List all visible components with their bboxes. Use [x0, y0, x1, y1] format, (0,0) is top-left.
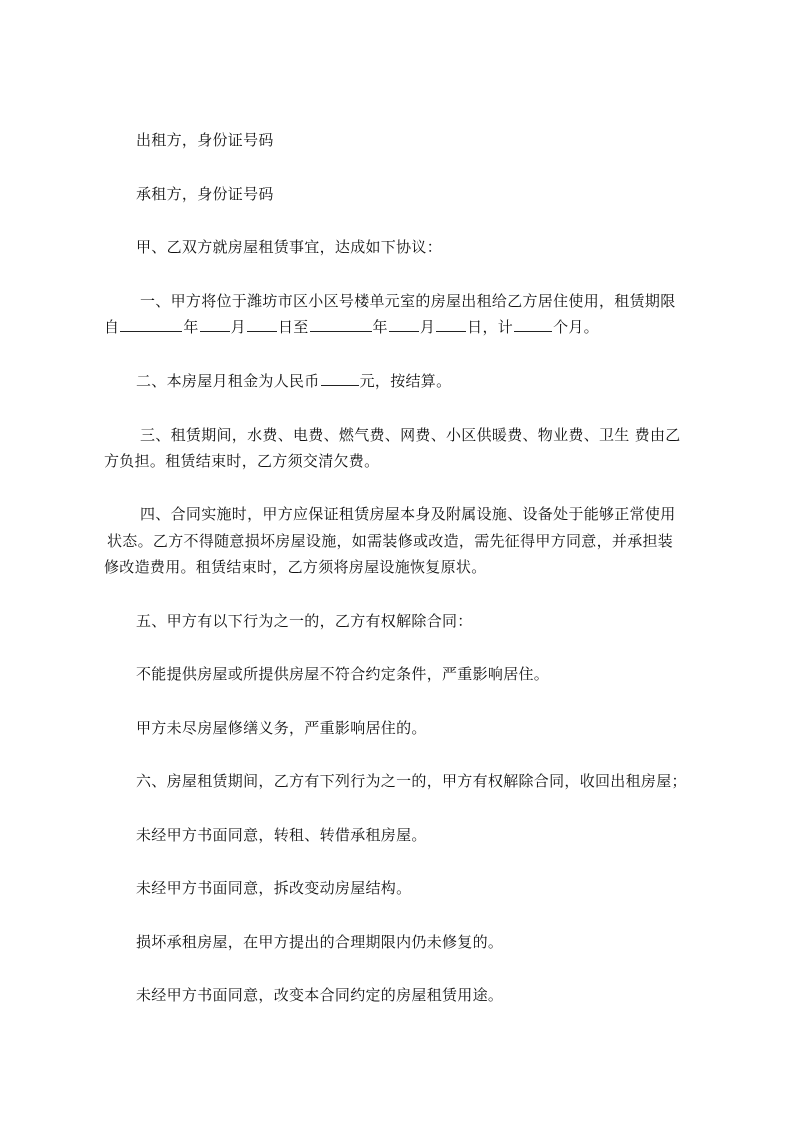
clause-6-item-3 [0, 929, 793, 955]
clause-3-text-1: 三、租赁期间，水费、电费、燃气费、网费、小区供暖费、物业费、卫生 费由乙 [140, 426, 681, 444]
clause-6-line [0, 768, 793, 794]
clause-1-day-to: 日至 [277, 318, 309, 336]
clause-4-text-2: 状态。乙方不得随意损坏房屋设施，如需装修或改造，需先征得甲方同意，并承担装 [107, 532, 674, 550]
lessee-line [0, 181, 793, 207]
clause-6-item-1 [0, 822, 793, 848]
start-year-blank [120, 316, 182, 332]
clause-1-from: 自 [104, 318, 120, 336]
clause-1-year-1: 年 [183, 318, 199, 336]
start-month-blank [200, 316, 230, 332]
clause-6-item-2-text: 未经甲方书面同意，拆改变动房屋结构。 [136, 879, 412, 897]
agreement-intro-text: 甲、乙双方就房屋租赁事宜，达成如下协议： [136, 238, 443, 256]
agreement-intro-line [0, 234, 793, 260]
clause-1-day-total: 日，计 [467, 318, 514, 336]
rent-amount-blank [321, 370, 359, 386]
clause-1-month-2: 月 [419, 318, 436, 336]
clause-4-text-3: 修改造费用。租赁结束时，乙方须将房屋设施恢复原状。 [104, 558, 487, 576]
clause-1-line-1 [0, 288, 793, 314]
lessor-line [0, 127, 793, 153]
clause-4-line-3 [0, 554, 793, 580]
clause-5-text: 五、甲方有以下行为之一的，乙方有权解除合同： [136, 612, 473, 630]
end-month-blank [389, 316, 419, 332]
clause-3-text-2: 方负担。租赁结束时，乙方须交清欠费。 [104, 452, 380, 470]
clause-6-item-4 [0, 982, 793, 1008]
clause-5-item-2-text: 甲方未尽房屋修缮义务，严重影响居住的。 [136, 719, 427, 737]
clause-3-line-2 [0, 448, 793, 474]
clause-5-item-2 [0, 715, 793, 741]
end-day-blank [436, 316, 466, 332]
clause-6-item-1-text: 未经甲方书面同意，转租、转借承租房屋。 [136, 826, 427, 844]
clause-6-item-3-text: 损坏承租房屋，在甲方提出的合理期限内仍未修复的。 [136, 933, 504, 951]
clause-2-text-2: 元，按结算。 [359, 372, 452, 390]
clause-1-line-2 [0, 314, 793, 340]
clause-1-text-1: 一、甲方将位于潍坊市区小区号楼单元室的房屋出租给乙方居住使用，租赁期限 [140, 292, 676, 310]
start-day-blank [247, 316, 277, 332]
clause-1-months: 个月。 [553, 318, 599, 336]
clause-4-line-2 [0, 528, 793, 554]
clause-3-line-1 [0, 422, 793, 448]
clause-4-line-1 [0, 501, 793, 527]
clause-6-text: 六、房屋租赁期间，乙方有下列行为之一的，甲方有权解除合同，收回出租房屋； [136, 772, 687, 790]
clause-2-text-1: 二、本房屋月租金为人民币 [136, 372, 320, 390]
clause-6-item-2 [0, 875, 793, 901]
clause-6-item-4-text: 未经甲方书面同意，改变本合同约定的房屋租赁用途。 [136, 986, 504, 1004]
clause-5-item-1 [0, 661, 793, 687]
clause-4-text-1: 四、合同实施时，甲方应保证租赁房屋本身及附属设施、设备处于能够正常使用 [140, 505, 676, 523]
lessor-text: 出租方，身份证号码 [136, 131, 274, 149]
clause-1-year-2: 年 [372, 318, 388, 336]
clause-5-line [0, 608, 793, 634]
clause-5-item-1-text: 不能提供房屋或所提供房屋不符合约定条件，严重影响居住。 [136, 665, 550, 683]
months-blank [514, 316, 552, 332]
lessee-text: 承租方，身份证号码 [136, 185, 274, 203]
end-year-blank [310, 316, 372, 332]
clause-2-line [0, 368, 793, 394]
clause-1-month-1: 月 [230, 318, 246, 336]
